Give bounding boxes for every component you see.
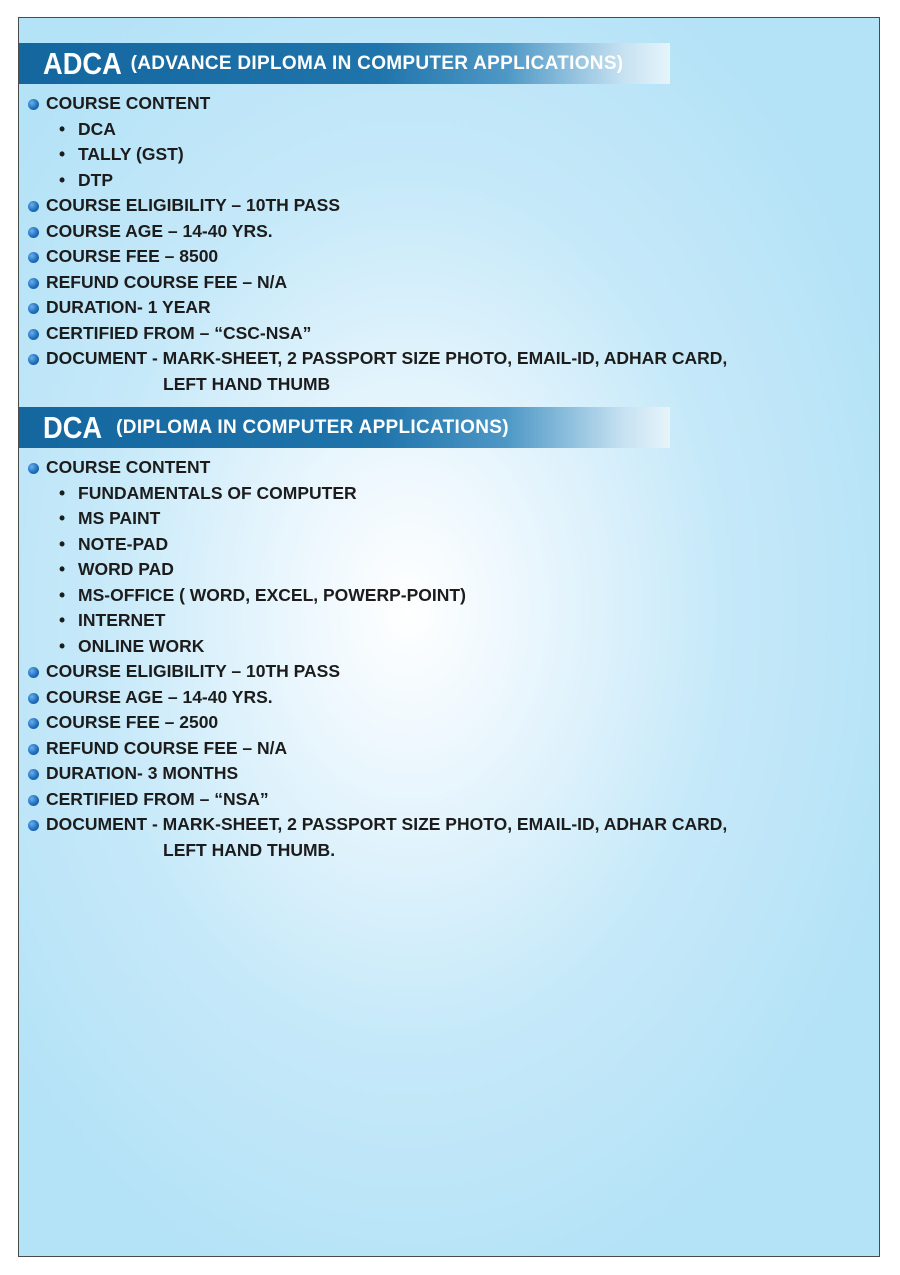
list-item [19, 812, 879, 838]
content-item: MS-OFFICE ( WORD, EXCEL, POWERP-POINT) [78, 584, 466, 605]
blue-circle-bullet-icon [28, 718, 39, 729]
duration-text: DURATION- 1 YEAR [46, 297, 211, 317]
adca-title-full: (ADVANCE DIPLOMA IN COMPUTER APPLICATIONS) [130, 52, 624, 74]
dot-bullet-icon: • [59, 533, 66, 554]
list-item [19, 481, 879, 507]
list-item [19, 168, 879, 194]
blue-circle-bullet-icon [28, 463, 39, 474]
list-item [19, 583, 879, 609]
list-item [19, 219, 879, 245]
age-text: COURSE AGE – 14-40 YRS. [46, 220, 273, 241]
certified-text: CERTIFIED FROM – “CSC-NSA” [46, 322, 312, 343]
eligibility-text: COURSE ELIGIBILITY – 10TH PASS [46, 195, 340, 215]
blue-circle-bullet-icon [28, 278, 39, 289]
list-item [19, 608, 879, 634]
content-item: FUNDAMENTALS OF COMPUTER [78, 482, 357, 503]
dca-banner [19, 407, 670, 448]
list-item [19, 270, 879, 296]
blue-circle-bullet-icon [28, 303, 39, 314]
list-item [19, 346, 879, 372]
list-item [19, 117, 879, 143]
duration-text: DURATION- 3 MONTHS [46, 763, 239, 783]
content-item: DTP [78, 169, 113, 190]
dot-bullet-icon: • [59, 559, 66, 579]
blue-circle-bullet-icon [28, 769, 39, 780]
adca-title-abbr: ADCA [43, 45, 122, 81]
dca-details-list [19, 455, 879, 863]
list-item [19, 142, 879, 168]
list-item [19, 787, 879, 813]
dca-title-abbr: DCA [43, 409, 103, 445]
brochure-page [18, 17, 880, 1257]
content-item: MS PAINT [78, 508, 161, 528]
adca-banner [19, 43, 670, 84]
list-item [19, 321, 879, 347]
blue-circle-bullet-icon [28, 795, 39, 806]
document-text: DOCUMENT - MARK-SHEET, 2 PASSPORT SIZE PHOTO, EMAIL-ID, ADHAR CARD, [46, 814, 728, 834]
list-item-continuation [19, 372, 879, 398]
blue-circle-bullet-icon [28, 744, 39, 755]
dca-title-full: (DIPLOMA IN COMPUTER APPLICATIONS) [116, 416, 509, 438]
list-item [19, 685, 879, 711]
certified-text: CERTIFIED FROM – “NSA” [46, 788, 269, 809]
content-item: ONLINE WORK [78, 635, 205, 656]
list-item [19, 634, 879, 660]
blue-circle-bullet-icon [28, 693, 39, 704]
refund-text: REFUND COURSE FEE – N/A [46, 271, 288, 292]
dot-bullet-icon: • [59, 482, 66, 503]
list-item-continuation [19, 838, 879, 864]
dot-bullet-icon: • [59, 169, 66, 190]
blue-circle-bullet-icon [28, 252, 39, 263]
course-content-label: COURSE CONTENT [46, 457, 211, 477]
list-item [19, 193, 879, 219]
blue-circle-bullet-icon [28, 820, 39, 831]
content-item: TALLY (GST) [78, 144, 184, 164]
list-item [19, 761, 879, 787]
list-item [19, 91, 879, 117]
content-item: NOTE-PAD [78, 533, 169, 554]
dot-bullet-icon: • [59, 584, 66, 605]
fee-text: COURSE FEE – 8500 [46, 246, 219, 266]
blue-circle-bullet-icon [28, 99, 39, 110]
list-item [19, 244, 879, 270]
age-text: COURSE AGE – 14-40 YRS. [46, 686, 273, 707]
eligibility-text: COURSE ELIGIBILITY – 10TH PASS [46, 661, 340, 681]
list-item [19, 295, 879, 321]
dot-bullet-icon: • [59, 635, 66, 656]
list-item [19, 455, 879, 481]
list-item [19, 710, 879, 736]
adca-details-list [19, 91, 879, 397]
document-text-continued: LEFT HAND THUMB [163, 373, 331, 394]
content-item: INTERNET [78, 610, 166, 630]
list-item [19, 557, 879, 583]
fee-text: COURSE FEE – 2500 [46, 712, 219, 732]
dot-bullet-icon: • [59, 610, 66, 630]
dot-bullet-icon: • [59, 144, 66, 164]
list-item [19, 532, 879, 558]
content-item: WORD PAD [78, 559, 174, 579]
content-item: DCA [78, 118, 116, 139]
blue-circle-bullet-icon [28, 201, 39, 212]
blue-circle-bullet-icon [28, 354, 39, 365]
blue-circle-bullet-icon [28, 227, 39, 238]
blue-circle-bullet-icon [28, 667, 39, 678]
refund-text: REFUND COURSE FEE – N/A [46, 737, 288, 758]
document-text: DOCUMENT - MARK-SHEET, 2 PASSPORT SIZE PHOTO, EMAIL-ID, ADHAR CARD, [46, 348, 728, 368]
document-text-continued: LEFT HAND THUMB. [163, 839, 336, 860]
dot-bullet-icon: • [59, 118, 66, 139]
blue-circle-bullet-icon [28, 329, 39, 340]
course-content-label: COURSE CONTENT [46, 93, 211, 113]
list-item [19, 659, 879, 685]
dot-bullet-icon: • [59, 508, 66, 528]
list-item [19, 736, 879, 762]
list-item [19, 506, 879, 532]
